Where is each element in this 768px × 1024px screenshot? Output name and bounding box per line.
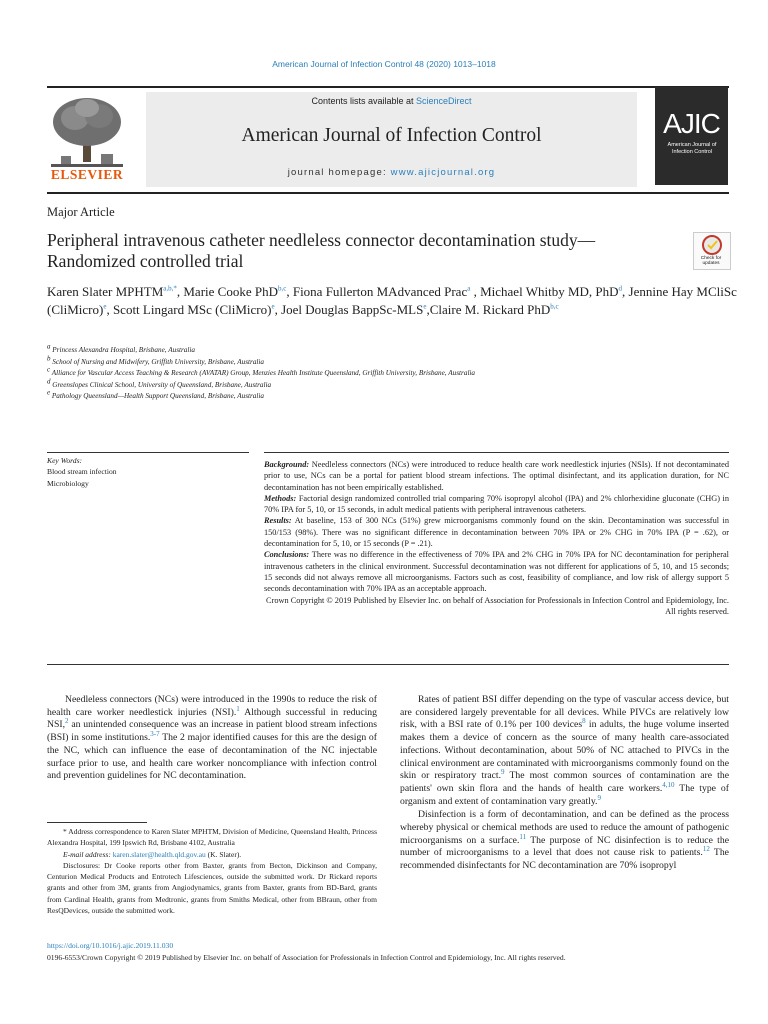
reference-link[interactable]: 9 xyxy=(597,793,601,802)
abstract-results xyxy=(264,515,729,549)
footnotes xyxy=(47,826,377,916)
issn-copyright-line: 0196-6553/Crown Copyright © 2019 Published by Elsevier Inc. on behalf of Association for Professionals in Infection Control and Epidemiology, Inc. All rights reserved. xyxy=(47,953,566,962)
text-run: The 2 major identified causes for this are the design of the NC, which can influence the ease of decontamination of the NC injectable surface prior to use, and health care worker noncompliance with infection control and prevention guidelines for NC decontamination. xyxy=(47,732,377,782)
journal-homepage-link[interactable]: www.ajicjournal.org xyxy=(390,167,496,178)
text-run: The type of organism and extent of contamination vary greatly. xyxy=(400,782,729,807)
email-note xyxy=(47,849,377,860)
keywords-list xyxy=(47,466,117,490)
text-run: The most common sources of contamination are the patients' own skin flora and the hands of health care workers. xyxy=(400,770,729,794)
homepage-line xyxy=(146,167,637,178)
abstract-methods xyxy=(264,493,729,516)
reference-link[interactable]: 12 xyxy=(702,845,710,854)
text-run: The purpose of NC disinfection is to reduce the number of microorganisms to a level that does not cause risk to patients. xyxy=(400,834,730,859)
body-paragraph xyxy=(47,694,377,783)
background-text: Needleless connectors (NCs) were introduced to reduce health care work needlestick injuries (NSIs). If not decontaminated prior to use, NCs can be a portal for patient blood stream infections. The optimal disinfectant, and its application duration, for NC decontamination has not been empirically established. xyxy=(264,460,730,492)
reference-link[interactable]: 4,10 xyxy=(662,780,675,789)
body-paragraph xyxy=(400,694,729,808)
homepage-prefix: journal homepage: xyxy=(287,167,391,178)
conclusions-text: There was no difference in the effectiveness of 70% IPA and 2% CHG in 70% IPA for NC decontamination for peripheral intravenous catheters in the clinical environment. Successful decontamination was not different for applications of 5, 10, and 15 seconds; 15 seconds did not always remove all microorganisms. Factors such as cost, feasibility of compliance, and low risk of allergy support 5 seconds decontamination with 70% IPA as an acceptable approach. xyxy=(264,550,729,594)
author-separator: , xyxy=(622,284,629,299)
author-affiliation-marker[interactable]: a,b,* xyxy=(163,284,177,293)
affiliation-key: a xyxy=(47,342,51,351)
article-type: Major Article xyxy=(47,205,115,219)
correspondence-note: * Address correspondence to Karen Slater MPHTM, Division of Medicine, Queensland Health, Princess Alexandra Hospital, 199 Ipswich Rd, Brisbane 4102, Australia xyxy=(47,827,377,848)
abstract xyxy=(264,459,729,617)
disclosures-note: Disclosures: Dr Cooke reports other from Baxter, grants from Becton, Dickinson and Company, Centurion Medical Products and Entrotech Lifesciences, outside the submitted work. Dr Rickard reports grants and other from 3M, grants from Angiodynamics, grants from Baxter, grants from BD-Bard, grants from Cardinal Health, grants from Medtronic, grants from Smiths Medical, other from BBraun, other from ResQDevices, outside the submitted work. xyxy=(47,860,377,916)
author-name[interactable]: Claire M. Rickard PhD xyxy=(429,302,551,317)
reference-link[interactable]: 8 xyxy=(582,717,586,726)
author-affiliation-marker[interactable]: e xyxy=(423,302,427,311)
sciencedirect-link[interactable]: ScienceDirect xyxy=(416,96,472,106)
results-label: Results: xyxy=(264,516,292,526)
author-list xyxy=(47,283,737,319)
affiliation-key: d xyxy=(47,377,51,386)
keywords-divider xyxy=(47,452,249,453)
cover-journal-name: American Journal of Infection Control xyxy=(667,142,717,155)
results-text: At baseline, 153 of 300 NCs (51%) grew microorganisms commonly found on the skin. Decontamination was successful in 150/153 (98%). There was no significant difference in decontamination between 70% IPA or 2% CHG in 70% IPA (P = .62), or decontamination for 5, 10, or 15 seconds (P = .21). xyxy=(264,516,729,549)
author-separator: , xyxy=(274,302,282,317)
author-separator: , xyxy=(176,284,184,299)
abstract-bottom-divider xyxy=(47,664,729,665)
affiliation-key: e xyxy=(47,388,51,397)
footnote-divider xyxy=(47,822,147,823)
author-name[interactable]: Jennine Hay MCliSc (CliMicro) xyxy=(47,284,737,317)
author-name[interactable]: Michael Whitby MD, PhD xyxy=(480,284,619,299)
abstract-background xyxy=(264,459,729,493)
body-paragraph xyxy=(400,809,729,873)
text-run: Disinfection is a form of decontamination, and can be defined as the process whereby physical or chemical methods are used to reduce the amount of pathogenic microorganisms on a surface. xyxy=(400,809,729,846)
reference-link[interactable]: 2 xyxy=(65,717,69,726)
article-title: Peripheral intravenous catheter needleless connector decontamination study—Randomized controlled trial xyxy=(47,230,596,271)
methods-text: Factorial design randomized controlled trial comparing 70% isopropyl alcohol (IPA) and 2% chlorhexidine gluconate (CHG) in 70% IPA for 5, 10, or 15 seconds, in adult medical patients with peripheral intravenous catheters. xyxy=(264,493,729,515)
check-updates-icon xyxy=(694,233,730,257)
header-divider xyxy=(47,86,729,88)
check-updates-label: Check for updates xyxy=(700,256,722,266)
author-name[interactable]: Fiona Fullerton MAdvanced Prac xyxy=(292,284,468,299)
text-run: The recommended disinfectants for NC decontamination are 70% isopropyl xyxy=(400,847,729,872)
affiliation-text: Princess Alexandra Hospital, Brisbane, Australia xyxy=(52,346,195,354)
affiliation-item xyxy=(47,354,737,369)
affiliation-text: Alliance for Vascular Access Teaching & Research (AVATAR) Group, Menzies Health Institute Queensland, Griffith University, Brisbane, Australia xyxy=(51,369,476,377)
elsevier-wordmark: ELSEVIER xyxy=(50,167,124,182)
text-run: in adults, the huge volume inserted makes them a device of concern as the source of many health care-associated infections. Without decontamination, about 50% of NC attached to PIVCs in the clinical environment are contaminated with microorganisms commonly found on the skin or respiratory tract. xyxy=(400,719,729,782)
author-separator: , xyxy=(426,302,430,317)
email-suffix: (K. Slater). xyxy=(205,849,242,859)
contents-line xyxy=(146,96,637,106)
masthead-divider xyxy=(47,192,729,194)
doi-link[interactable]: https://doi.org/10.1016/j.ajic.2019.11.030 xyxy=(47,941,174,950)
journal-citation-link[interactable]: American Journal of Infection Control 48 (2020) 1013–1018 xyxy=(272,59,496,69)
email-link[interactable]: karen.slater@health.qld.gov.au xyxy=(112,849,206,859)
reference-link[interactable]: 3-7 xyxy=(150,729,160,738)
affiliation-key: b xyxy=(47,354,51,363)
background-label: Background: xyxy=(264,460,310,469)
affiliation-item xyxy=(47,365,737,380)
keywords-heading: Key Words: xyxy=(47,456,83,465)
affiliation-text: Pathology Queensland—Health Support Queensland, Brisbane, Australia xyxy=(51,392,264,400)
author-affiliation-marker[interactable]: e xyxy=(103,302,107,311)
text-run: Although successful in reducing NSI, xyxy=(47,706,377,731)
reference-link[interactable]: 1 xyxy=(236,704,240,713)
text-run: Needleless connectors (NCs) were introduced in the 1990s to reduce the risk of health care worker needlestick injuries (NSI). xyxy=(47,694,377,718)
text-run: Rates of patient BSI differ depending on the type of vascular access device, but are considered largely preventable for all devices. While PIVCs are relatively low risk, with a BSI rate of 0.1% per 100 devices xyxy=(400,694,729,731)
text-run: an unintended consequence was an increase in patient blood stream infections (BSI) in some institutions. xyxy=(47,719,377,744)
keyword-item[interactable]: Microbiology xyxy=(47,479,89,488)
author-separator: , xyxy=(286,284,293,299)
affiliation-item xyxy=(47,388,737,403)
keyword-item[interactable]: Blood stream infection xyxy=(47,467,117,476)
methods-label: Methods: xyxy=(264,493,297,503)
affiliation-list xyxy=(47,342,737,403)
author-affiliation-marker[interactable]: b,c xyxy=(277,284,287,293)
author-name[interactable]: Scott Lingard MSc (CliMicro) xyxy=(112,302,272,317)
affiliation-item xyxy=(47,377,737,392)
conclusions-label: Conclusions: xyxy=(264,550,310,560)
body-column-left xyxy=(47,694,377,784)
abstract-divider xyxy=(264,452,729,453)
author-name[interactable]: Marie Cooke PhD xyxy=(183,284,278,299)
author-affiliation-marker[interactable]: e xyxy=(271,302,275,311)
abstract-conclusions xyxy=(264,549,729,594)
affiliation-text: Greenslopes Clinical School, University of Queensland, Brisbane, Australia xyxy=(52,380,272,389)
reference-link[interactable]: 11 xyxy=(519,832,527,841)
abstract-copyright: Crown Copyright © 2019 Published by Elsevier Inc. on behalf of Association for Professionals in Infection Control and Epidemiology, Inc. All rights reserved. xyxy=(266,595,729,616)
author-separator: , xyxy=(106,302,113,317)
body-column-right xyxy=(400,694,729,874)
reference-link[interactable]: 9 xyxy=(501,767,505,776)
affiliation-key: c xyxy=(47,365,51,374)
author-separator: , xyxy=(470,284,481,299)
cover-acronym: AJIC xyxy=(663,108,720,139)
email-label: E-mail address: xyxy=(63,849,111,859)
author-name[interactable]: Karen Slater MPHTM xyxy=(47,284,164,299)
author-affiliation-marker[interactable]: a xyxy=(467,284,471,293)
author-affiliation-marker[interactable]: d xyxy=(618,284,623,293)
author-affiliation-marker[interactable]: b,c xyxy=(550,302,559,311)
author-name[interactable]: Joel Douglas BappSc-MLS xyxy=(281,302,424,317)
affiliation-text: School of Nursing and Midwifery, Griffith University, Brisbane, Australia xyxy=(52,357,264,366)
contents-prefix: Contents lists available at xyxy=(311,96,417,106)
journal-title: American Journal of Infection Control xyxy=(241,125,542,146)
affiliation-item xyxy=(47,342,737,357)
